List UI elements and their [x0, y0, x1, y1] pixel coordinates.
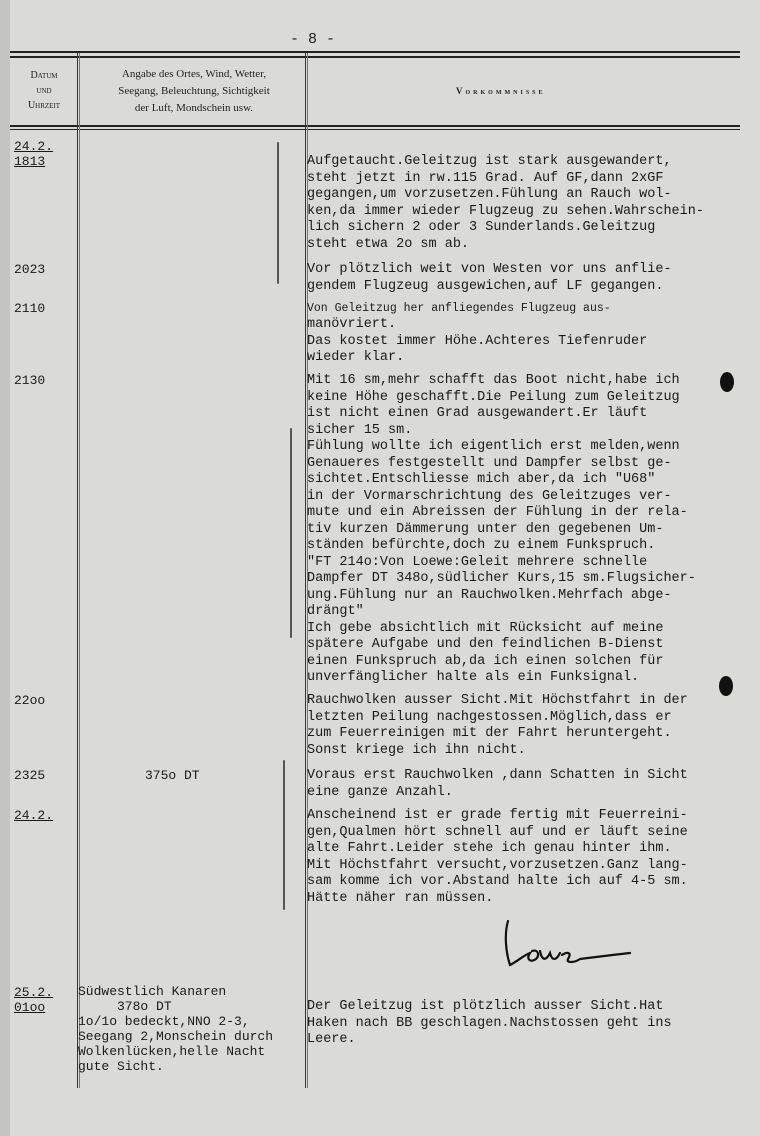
header-place-line: der Luft, Mondschein usw.: [134, 102, 254, 114]
signature-loewe: [500, 915, 640, 975]
entry-time: 24.2. 1813: [14, 139, 54, 169]
margin-pencil-mark: [283, 760, 285, 910]
entry-text: Rauchwolken ausser Sicht.Mit Höchstfahrt in der letzten Peilung nachgestossen.Möglich,dass er zum Feuerreinigen mit der Fahrt heruntergeht. Sonst kriege ich ihn nicht.: [307, 693, 688, 758]
entry-text: Anscheinend ist er grade fertig mit Feuerreini- gen,Qualmen hört schnell auf und er läuft seine alte Fahrt.Leider stehe ich genau hinter ihm. Mit Höchstfahrt versucht,vorzusetzen.Ganz lang- sam komme ich vor.Abstand halte ich auf 4-5 sm. Hätte näher ran müssen.: [307, 808, 688, 906]
entry-text: Der Geleitzug ist plötzlich ausser Sicht.Hat Haken nach BB geschlagen.Nachstossen geht ins Leere.: [307, 999, 672, 1047]
page-binding-edge: [0, 0, 10, 1136]
header-bottom-rule-2: [10, 129, 740, 130]
entry-text: manövriert. Das kostet immer Höhe.Achteres Tiefenruder wieder klar.: [307, 317, 648, 365]
entry-text: Voraus erst Rauchwolken ,dann Schatten in Sicht eine ganze Anzahl.: [307, 768, 688, 800]
entry-time: 25.2. 01oo: [14, 985, 54, 1015]
entry-text: Aufgetaucht.Geleitzug ist stark ausgewandert, steht jetzt in rw.115 Grad. Auf GF,dann 2xGF gegangen,um vorzusetzen.Fühlung an Rauch wol- ken,da immer wieder Flugzeug zu sehen.Wahrschein- lich sichern 2 oder 3 Sunderlands.Geleitzug steht etwa 2o sm ab.: [307, 154, 704, 252]
date-column-divider-2: [79, 53, 80, 1088]
header-bottom-rule: [10, 125, 740, 127]
header-date-line: und: [36, 85, 52, 96]
margin-pencil-mark: [277, 142, 279, 284]
punch-hole: [719, 676, 733, 696]
entry-place: Südwestlich Kanaren 378o DT 1o/1o bedeckt,NNO 2-3, Seegang 2,Monschein durch Wolkenlücken,helle Nacht gute Sicht.: [78, 984, 274, 1074]
header-place-line: Angabe des Ortes, Wind, Wetter,: [121, 68, 267, 80]
entry-time: 2110: [14, 301, 46, 316]
date-column-divider: [77, 53, 78, 1088]
place-column-divider: [305, 53, 306, 1088]
header-events-column: Vorkommnisse: [456, 86, 546, 96]
entry-text-small: Von Geleitzug her anfliegendes Flugzeug aus-: [307, 302, 611, 315]
entry-text: Vor plötzlich weit von Westen vor uns anflie- gendem Flugzeug ausgewichen,auf LF gegangen.: [307, 262, 672, 294]
entry-text: Mit 16 sm,mehr schafft das Boot nicht,habe ich keine Höhe geschafft.Die Peilung zum Geleitzug ist nicht einen Grad ausgewandert.Er läuft sicher 15 sm. Fühlung wollte ich eigentlich erst melden,wenn Genaueres festgestellt und Dampfer selbst ge- sichtet.Entschliesse mich aber,da ich "U68" in der Vormarschrichtung des Geleitzuges ver- mute und ein Abreissen der Fühlung in der rela- tiv kurzen Dämmerung unter den gegebenen Um- ständen befürchte,doch zu einem Funkspruch. "FT 214o:Von Loewe:Geleit mehrere schnelle Dampfer DT 348o,südlicher Kurs,15 sm.Flugsicher- ung.Fühlung nur an Rauchwolken.Mehrfach abge- drängt" Ich gebe absichtlich mit Rücksicht auf meine spätere Aufgabe und den feindlichen B-Dienst einen Funkspruch ab,da ich einen solchen für unverfänglicher halte als ein Funksignal.: [307, 373, 696, 685]
header-place-line: Seegang, Beleuchtung, Sichtigkeit: [118, 85, 270, 97]
entry-time: 2325: [14, 768, 46, 783]
margin-pencil-mark: [290, 428, 292, 638]
punch-hole: [720, 372, 734, 392]
entry-time: 22oo: [14, 693, 46, 708]
entry-time: 2130: [14, 373, 46, 388]
header-place-column: [82, 66, 306, 117]
entry-place: 375o DT: [145, 768, 200, 783]
entry-time: 2023: [14, 262, 46, 277]
page-number: - 8 -: [290, 31, 336, 48]
header-top-rule-2: [10, 56, 740, 58]
entry-time: 24.2.: [14, 808, 54, 823]
header-date-line: Datum: [30, 70, 58, 81]
header-date-column: [12, 68, 76, 113]
header-top-rule: [10, 51, 740, 53]
header-date-line: Uhrzeit: [27, 100, 61, 111]
